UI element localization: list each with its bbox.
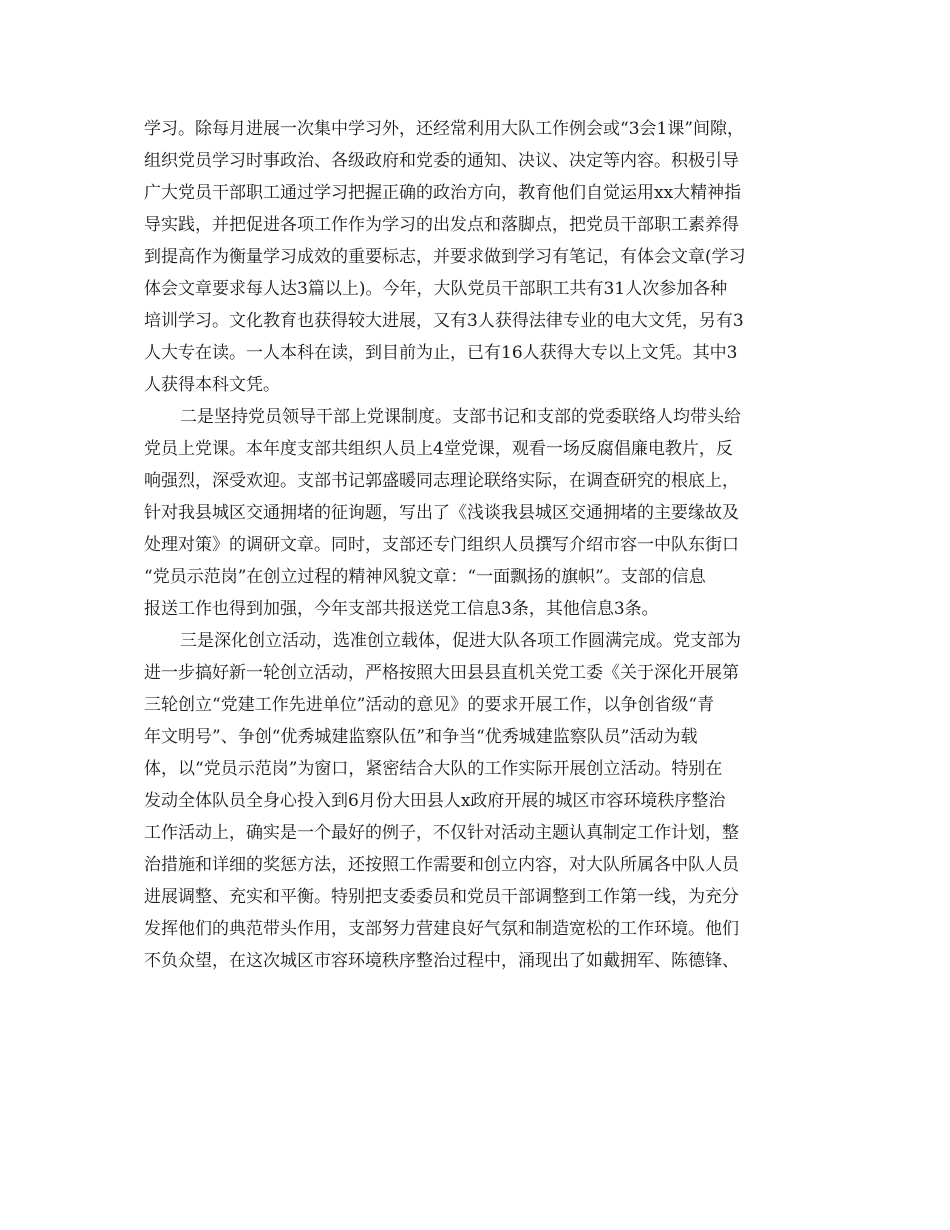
text-line: 报送工作也得到加强，今年支部共报送党工信息3条，其他信息3条。 [144,599,659,619]
text-line: 进展调整、充实和平衡。特别把支委委员和党员干部调整到工作第一线，为充分 [144,887,739,907]
text-line: 体会文章要求每人达3篇以上)。今年，大队党员干部职工共有31人次参加各种 [144,279,728,299]
text-line: 针对我县城区交通拥堵的征询题，写出了《浅谈我县城区交通拥堵的主要缘故及 [144,503,739,523]
text-line: 处理对策》的调研文章。同时，支部还专门组织人员撰写介绍市容一中队东街口 [144,535,739,555]
document-body [144,113,804,977]
text-line: 进一步搞好新一轮创立活动，严格按照大田县县直机关党工委《关于深化开展第 [144,663,739,683]
text-line: 广大党员干部职工通过学习把握正确的政治方向，教育他们自觉运用xx大精神指 [144,183,742,203]
text-line: 培训学习。文化教育也获得较大进展，又有3人获得法律专业的电大文凭，另有3 [144,311,744,331]
text-line: 三轮创立“党建工作先进单位”活动的意见》的要求开展工作，以争创省级“青 [144,695,715,715]
text-line: 发动全体队员全身心投入到6月份大田县人x政府开展的城区市容环境秩序整治 [144,791,726,811]
text-line: “党员示范岗”在创立过程的精神风貌文章：“一面飘扬的旗帜”。支部的信息 [144,567,706,587]
text-line: 组织党员学习时事政治、各级政府和党委的通知、决议、决定等内容。积极引导 [144,151,739,171]
text-line: 治措施和详细的奖惩方法，还按照工作需要和创立内容，对大队所属各中队人员 [144,855,739,875]
text-line: 工作活动上，确实是一个最好的例子，不仅针对活动主题认真制定工作计划，整 [144,823,739,843]
paragraph-first-line: 三是深化创立活动，选准创立载体，促进大队各项工作圆满完成。党支部为 [180,631,741,651]
text-line: 党员上党课。本年度支部共组织人员上4堂党课，观看一场反腐倡廉电教片，反 [144,439,733,459]
text-line: 人获得本科文凭。 [144,375,280,395]
text-line: 人大专在读。一人本科在读，到目前为止，已有16人获得大专以上文凭。其中3 [144,343,738,363]
text-line: 发挥他们的典范带头作用，支部努力营建良好气氛和制造宽松的工作环境。他们 [144,919,739,939]
text-line: 导实践，并把促进各项工作作为学习的出发点和落脚点，把党员干部职工素养得 [144,215,739,235]
text-line: 到提高作为衡量学习成效的重要标志，并要求做到学习有笔记，有体会文章(学习 [144,247,746,267]
text-line: 年文明号”、争创“优秀城建监察队伍”和争当“优秀城建监察队员”活动为载 [144,727,698,747]
paragraph-first-line: 二是坚持党员领导干部上党课制度。支部书记和支部的党委联络人均带头给 [180,407,741,427]
text-line: 不负众望，在这次城区市容环境秩序整治过程中，涌现出了如戴拥军、陈德锋、 [144,951,739,971]
text-line: 体，以“党员示范岗”为窗口，紧密结合大队的工作实际开展创立活动。特别在 [144,759,723,779]
text-line: 学习。除每月进展一次集中学习外，还经常利用大队工作例会或“3会1课”间隙， [144,119,745,139]
text-line: 响强烈，深受欢迎。支部书记郭盛暖同志理论联络实际，在调查研究的根底上， [144,471,739,491]
